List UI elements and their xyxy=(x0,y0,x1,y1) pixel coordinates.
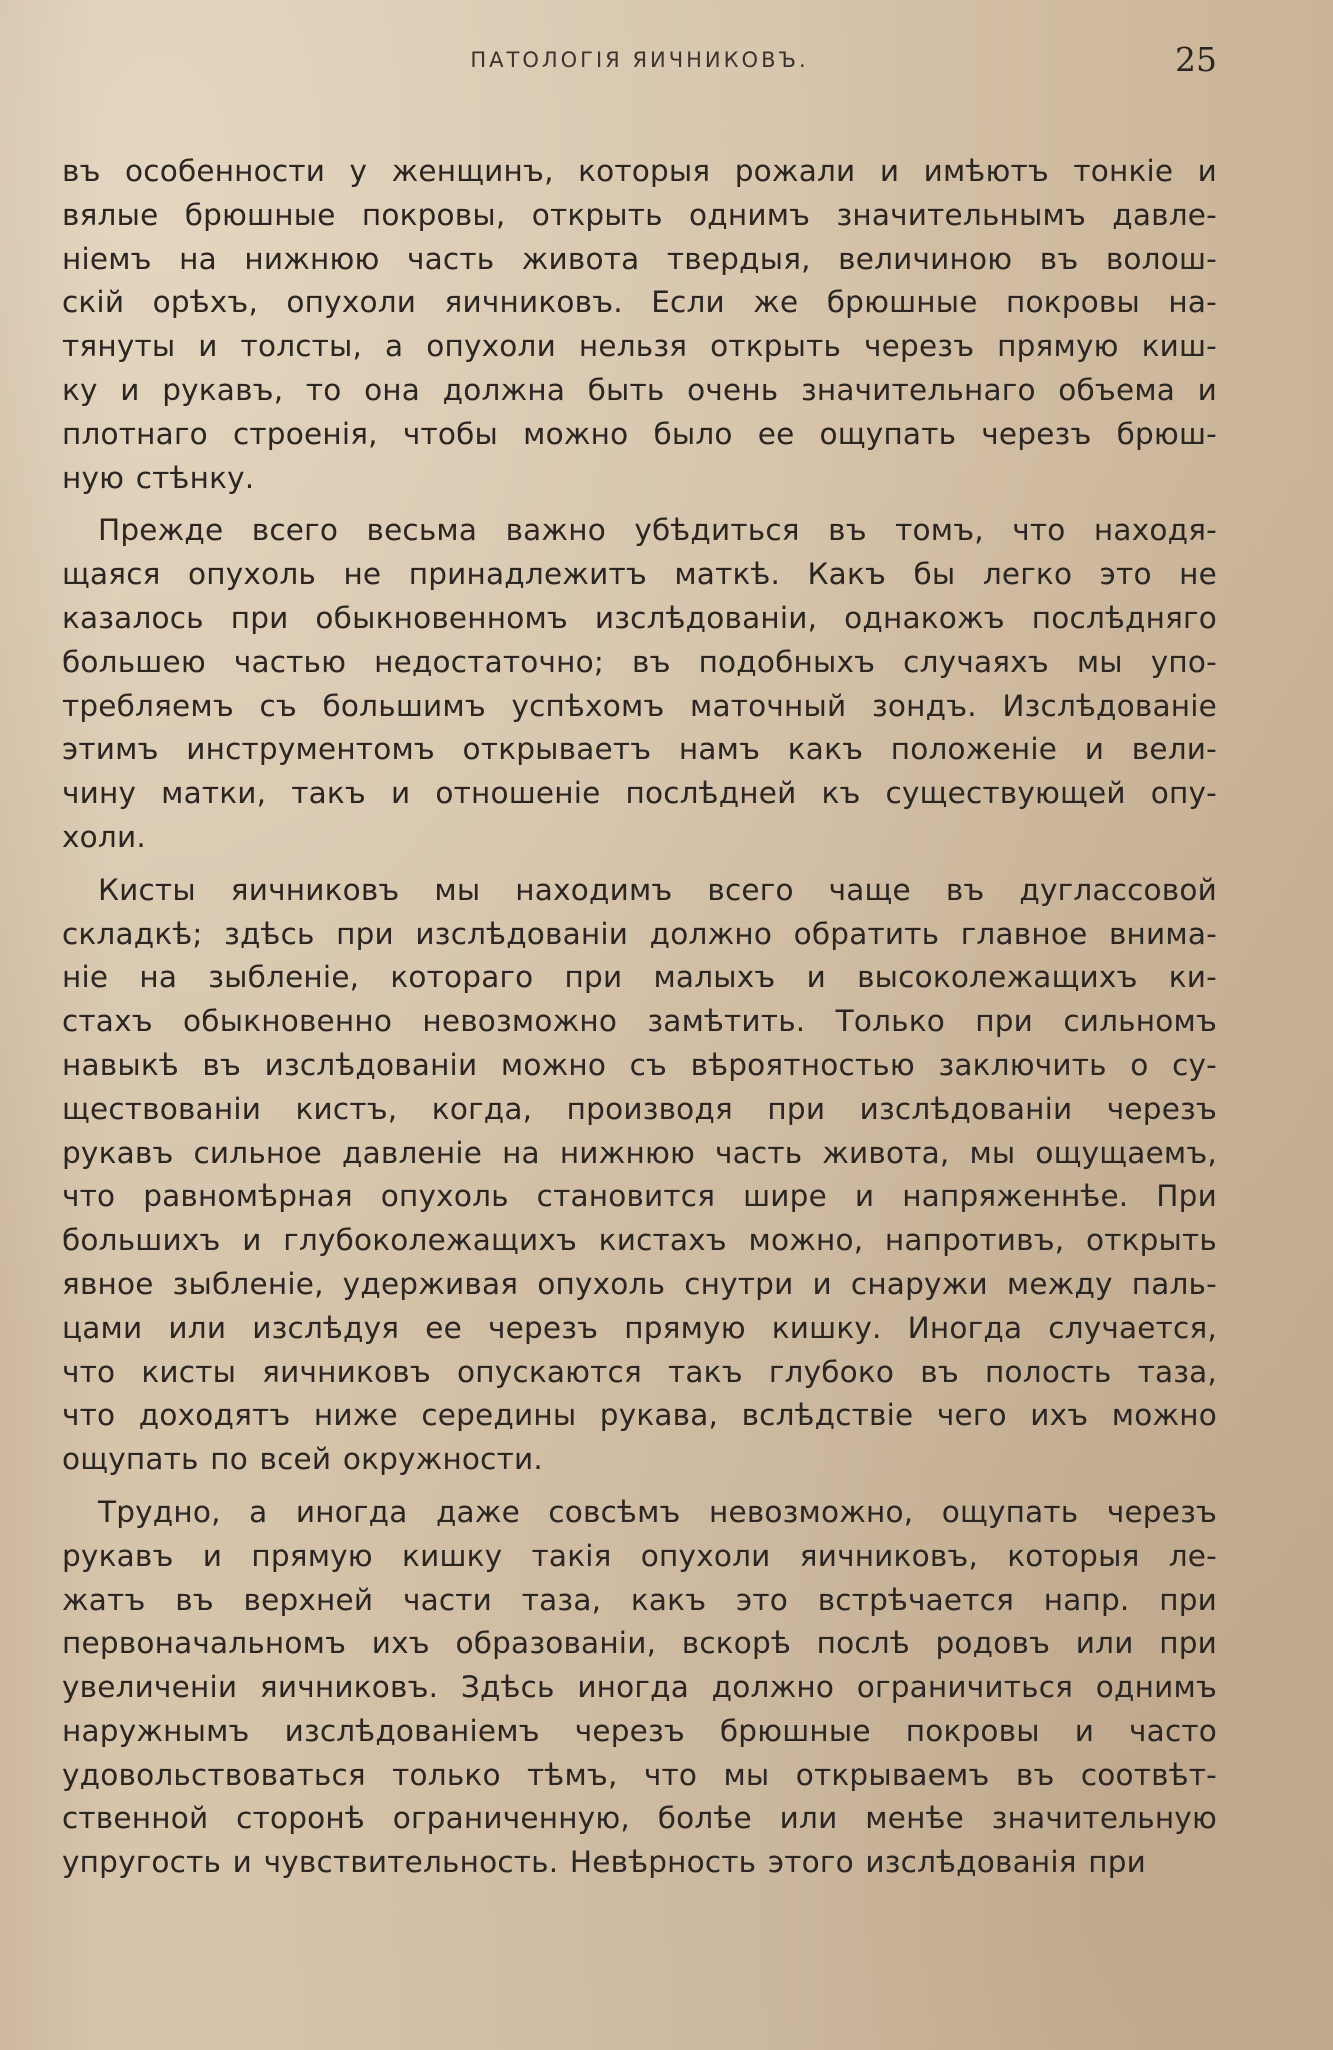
page-header xyxy=(62,40,1217,88)
paragraph xyxy=(62,1491,1217,1885)
text-line: ку и рукавъ, то она должна быть очень значительнаго объема и xyxy=(62,372,1217,407)
text-line: Кисты яичниковъ мы находимъ всего чаще въ дуглассовой xyxy=(98,872,1217,907)
text-line: ную стѣнку. xyxy=(62,460,255,495)
text-line: рукавъ сильное давленіе на нижнюю часть живота, мы ощущаемъ, xyxy=(62,1135,1217,1170)
paragraph-gap xyxy=(62,500,1217,509)
text-line: плотнаго строенія, чтобы можно было ее ощупать черезъ брюш- xyxy=(62,416,1217,451)
text-line: казалось при обыкновенномъ изслѣдованіи, однакожъ послѣдняго xyxy=(62,600,1217,635)
text-line: этимъ инструментомъ открываетъ намъ какъ положеніе и вели- xyxy=(62,732,1217,767)
body-text xyxy=(62,150,1217,1885)
text-line: холи. xyxy=(62,819,146,854)
text-line: требляемъ съ большимъ успѣхомъ маточный зондъ. Изслѣдованіе xyxy=(62,688,1217,723)
text-line: жатъ въ верхней части таза, какъ это встрѣчается напр. при xyxy=(62,1582,1217,1617)
text-line: Трудно, а иногда даже совсѣмъ невозможно, ощупать черезъ xyxy=(98,1494,1217,1529)
text-line: явное зыбленіе, удерживая опухоль снутри и снаружи между паль- xyxy=(62,1266,1217,1301)
text-line: въ особенности у женщинъ, которыя рожали и имѣютъ тонкіе и xyxy=(62,154,1217,188)
text-line: рукавъ и прямую кишку такія опухоли яичниковъ, которыя ле- xyxy=(62,1538,1217,1573)
text-line: что доходятъ ниже середины рукава, вслѣдствіе чего ихъ можно xyxy=(62,1398,1217,1433)
text-line: скій орѣхъ, опухоли яичниковъ. Если же брюшные покровы на- xyxy=(62,285,1217,320)
text-line: щаяся опухоль не принадлежитъ маткѣ. Какъ бы легко это не xyxy=(62,557,1217,592)
text-line: Прежде всего весьма важно убѣдиться въ томъ, что находя- xyxy=(98,513,1217,548)
paragraph-gap xyxy=(62,1482,1217,1491)
text-line: увеличеніи яичниковъ. Здѣсь иногда должно ограничиться однимъ xyxy=(62,1670,1217,1705)
text-line: цами или изслѣдуя ее черезъ прямую кишку. Иногда случается, xyxy=(62,1310,1217,1345)
text-line: упругость и чувствительность. Невѣрность этого изслѣдованія при xyxy=(62,1845,1147,1880)
text-line: стахъ обыкновенно невозможно замѣтить. Только при сильномъ xyxy=(62,1004,1217,1039)
text-line: вялые брюшные покровы, открыть однимъ значительнымъ давле- xyxy=(62,197,1217,232)
paragraph xyxy=(62,150,1217,500)
text-line: навыкѣ въ изслѣдованіи можно съ вѣроятностью заключить о су- xyxy=(62,1047,1217,1082)
text-line: большихъ и глубоколежащихъ кистахъ можно, напротивъ, открыть xyxy=(62,1223,1217,1258)
text-line: тянуты и толсты, а опухоли нельзя открыть черезъ прямую киш- xyxy=(62,329,1217,364)
text-line: складкѣ; здѣсь при изслѣдованіи должно обратить главное внима- xyxy=(62,916,1217,951)
paragraph-gap xyxy=(62,860,1217,869)
text-line: первоначальномъ ихъ образованіи, вскорѣ послѣ родовъ или при xyxy=(62,1626,1217,1661)
paragraph xyxy=(62,509,1217,859)
text-line: ственной сторонѣ ограниченную, болѣе или менѣе значительную xyxy=(62,1801,1217,1836)
text-line: ощупать по всей окружности. xyxy=(62,1442,543,1477)
text-line: чину матки, такъ и отношеніе послѣдней къ существующей опу- xyxy=(62,776,1217,811)
text-line: удовольствоваться только тѣмъ, что мы открываемъ въ соотвѣт- xyxy=(62,1757,1217,1792)
paragraph xyxy=(62,869,1217,1482)
text-line: наружнымъ изслѣдованіемъ черезъ брюшные покровы и часто xyxy=(62,1713,1217,1748)
text-line: ніемъ на нижнюю часть живота твердыя, величиною въ волош- xyxy=(62,241,1217,276)
book-page xyxy=(62,40,1217,1885)
text-line: что кисты яичниковъ опускаются такъ глубоко въ полость таза, xyxy=(62,1354,1217,1389)
text-line: ніе на зыбленіе, котораго при малыхъ и высоколежащихъ ки- xyxy=(62,960,1217,995)
text-line: большею частью недостаточно; въ подобныхъ случаяхъ мы упо- xyxy=(62,644,1217,679)
text-line: ществованіи кистъ, когда, производя при изслѣдованіи черезъ xyxy=(62,1091,1217,1126)
running-title: ПАТОЛОГІЯ ЯИЧНИКОВЪ. xyxy=(470,48,809,72)
text-line: что равномѣрная опухоль становится шире и напряженнѣе. При xyxy=(62,1179,1217,1214)
page-number: 25 xyxy=(1175,40,1217,79)
